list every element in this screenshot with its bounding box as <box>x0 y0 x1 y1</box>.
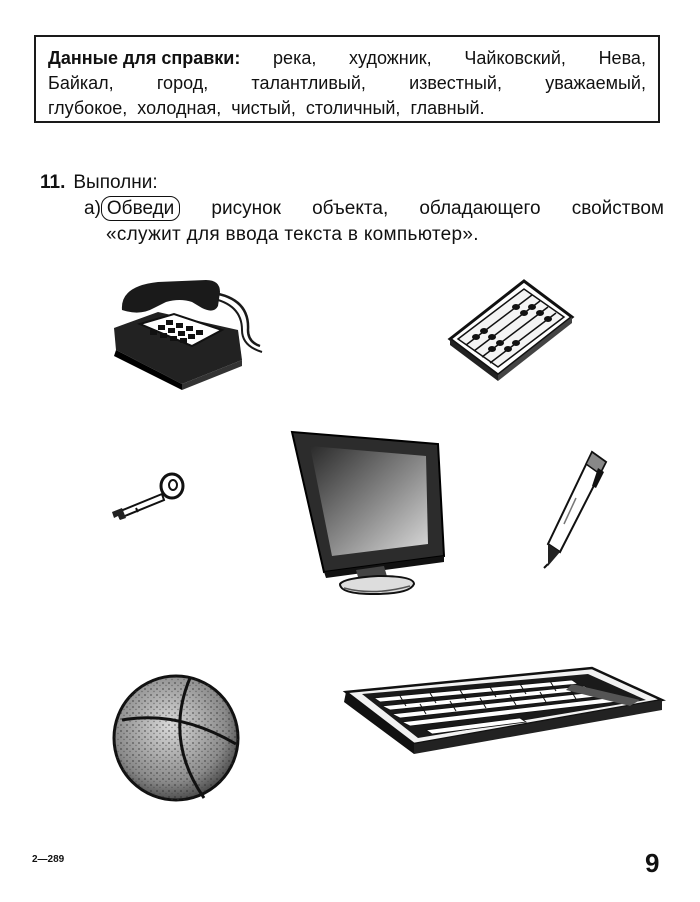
reference-word: известный, <box>409 73 502 93</box>
item-letter: а) <box>84 198 101 219</box>
key-icon[interactable] <box>106 468 188 526</box>
task-heading <box>40 172 158 194</box>
ball-icon[interactable] <box>108 670 244 806</box>
reference-line-3 <box>48 96 646 121</box>
reference-word: талантливый, <box>251 73 366 93</box>
instruction-word: обладающего <box>419 198 541 219</box>
reference-line-1 <box>48 46 646 71</box>
reference-word: Нева, <box>598 48 646 68</box>
instruction-word: объекта, <box>312 198 389 219</box>
reference-word: Чайковский, <box>464 48 566 68</box>
reference-word: столичный, <box>305 98 401 118</box>
abacus-icon[interactable] <box>446 275 576 385</box>
keyboard-icon[interactable] <box>340 660 666 756</box>
pen-icon[interactable] <box>540 448 612 572</box>
circled-word: Обведи <box>101 196 180 221</box>
instruction-word: свойством <box>571 198 664 219</box>
telephone-icon[interactable] <box>110 272 270 392</box>
reference-word: уважаемый, <box>545 73 646 93</box>
reference-line-2 <box>48 71 646 96</box>
task-number: 11. <box>40 172 66 193</box>
reference-word: глубокое, <box>48 98 128 118</box>
reference-word: чистый, <box>231 98 296 118</box>
task-item <box>84 198 180 220</box>
reference-label: Данные для справки: <box>48 48 241 68</box>
task-title: Выполни: <box>73 172 158 193</box>
reference-word: Байкал, <box>48 73 114 93</box>
task-instruction-line-2: «служит для ввода текста в компьютер». <box>106 224 479 245</box>
monitor-icon[interactable] <box>288 428 448 598</box>
instruction-word: рисунок <box>211 198 281 219</box>
footer-code: 2—289 <box>32 854 65 865</box>
reference-word: город, <box>156 73 209 93</box>
reference-word: река, <box>273 48 317 68</box>
reference-box <box>34 35 660 123</box>
reference-word: художник, <box>349 48 432 68</box>
reference-word: холодная, <box>137 98 222 118</box>
page-number: 9 <box>645 848 660 878</box>
task-instruction-line-1 <box>84 198 664 220</box>
reference-word: главный. <box>410 98 485 118</box>
